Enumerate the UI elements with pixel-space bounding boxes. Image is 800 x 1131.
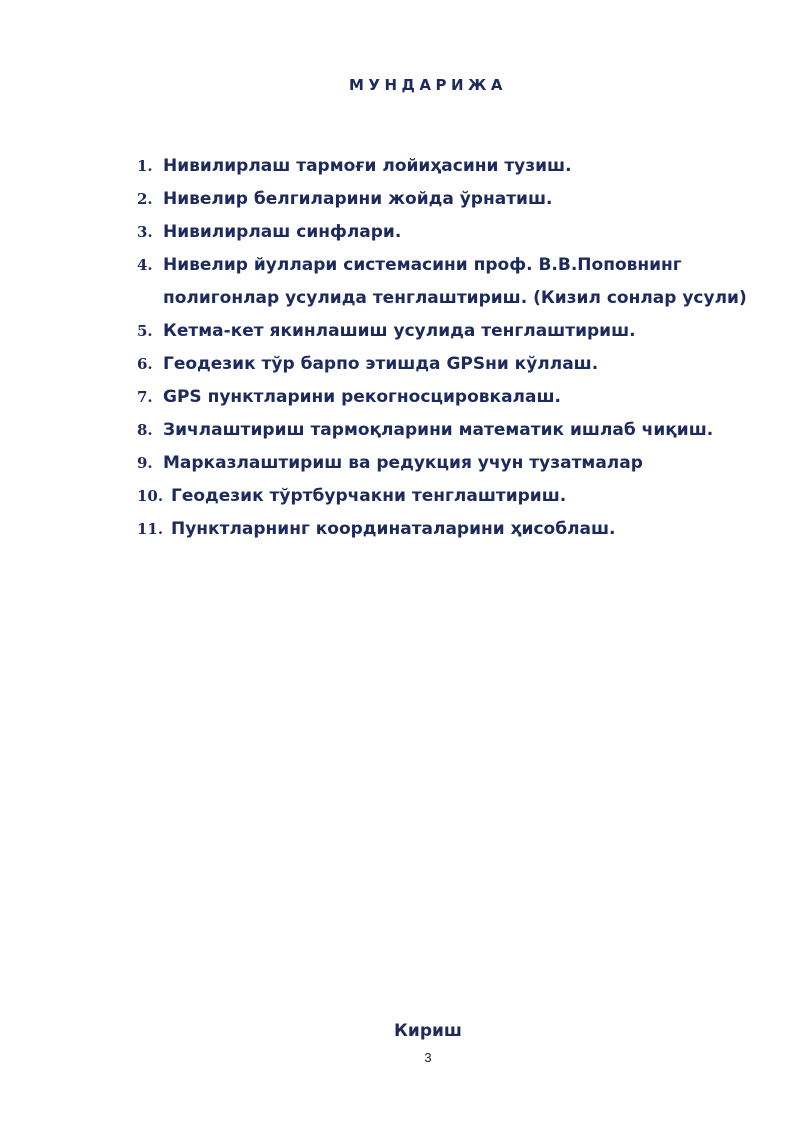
toc-item-text: GPS пунктларини рекогносцировкалаш.	[163, 387, 561, 407]
toc-item-text-line-2: полигонлар усулида тенглаштириш. (Кизил сонлар усули)	[163, 288, 747, 308]
toc-item-2	[137, 183, 767, 216]
toc-item-number: 4.	[137, 256, 153, 274]
toc-item-text: Зичлаштириш тармоқларини математик ишлаб чиқиш.	[163, 420, 714, 440]
toc-item-9	[137, 447, 767, 480]
toc-item-number: 11.	[137, 520, 164, 538]
toc-item-5	[137, 315, 767, 348]
toc-item-1	[137, 150, 767, 183]
toc-item-number: 1.	[137, 157, 153, 175]
toc-item-8	[137, 414, 767, 447]
toc-item-number: 9.	[137, 454, 153, 472]
toc-item-6	[137, 348, 767, 381]
toc-item-text-multiline	[163, 249, 747, 315]
toc-item-text: Нивелир белгиларини жойда ўрнатиш.	[163, 189, 553, 209]
toc-item-3	[137, 216, 767, 249]
toc-item-7	[137, 381, 767, 414]
toc-item-number: 8.	[137, 421, 153, 439]
table-of-contents	[137, 150, 767, 546]
next-section-heading: Кириш	[394, 1021, 462, 1041]
toc-item-text: Геодезик тўртбурчакни тенглаштириш.	[171, 486, 567, 506]
toc-item-number: 5.	[137, 322, 153, 340]
page-title: МУНДАРИЖА	[348, 76, 508, 94]
toc-item-text: Кетма-кет якинлашиш усулида тенглаштириш.	[163, 321, 636, 341]
toc-item-number: 7.	[137, 388, 153, 406]
toc-item-text: Нивилирлаш тармоғи лойиҳасини тузиш.	[163, 156, 572, 176]
toc-item-text-line-1: Нивелир йуллари системасини проф. В.В.Поповнинг	[163, 255, 682, 275]
toc-item-text: Геодезик тўр барпо этишда GPSни кўллаш.	[163, 354, 599, 374]
toc-item-4	[137, 249, 767, 315]
toc-item-number: 6.	[137, 355, 153, 373]
toc-item-text: Марказлаштириш ва редукция учун тузатмалар	[163, 453, 643, 473]
toc-item-number: 3.	[137, 223, 153, 241]
toc-item-number: 10.	[137, 487, 164, 505]
toc-item-11	[137, 513, 767, 546]
toc-item-text: Нивилирлаш синфлари.	[163, 222, 402, 242]
page-number: 3	[424, 1050, 432, 1065]
toc-item-10	[137, 480, 767, 513]
toc-item-number: 2.	[137, 190, 153, 208]
toc-item-text: Пунктларнинг координаталарини ҳисоблаш.	[171, 519, 616, 539]
